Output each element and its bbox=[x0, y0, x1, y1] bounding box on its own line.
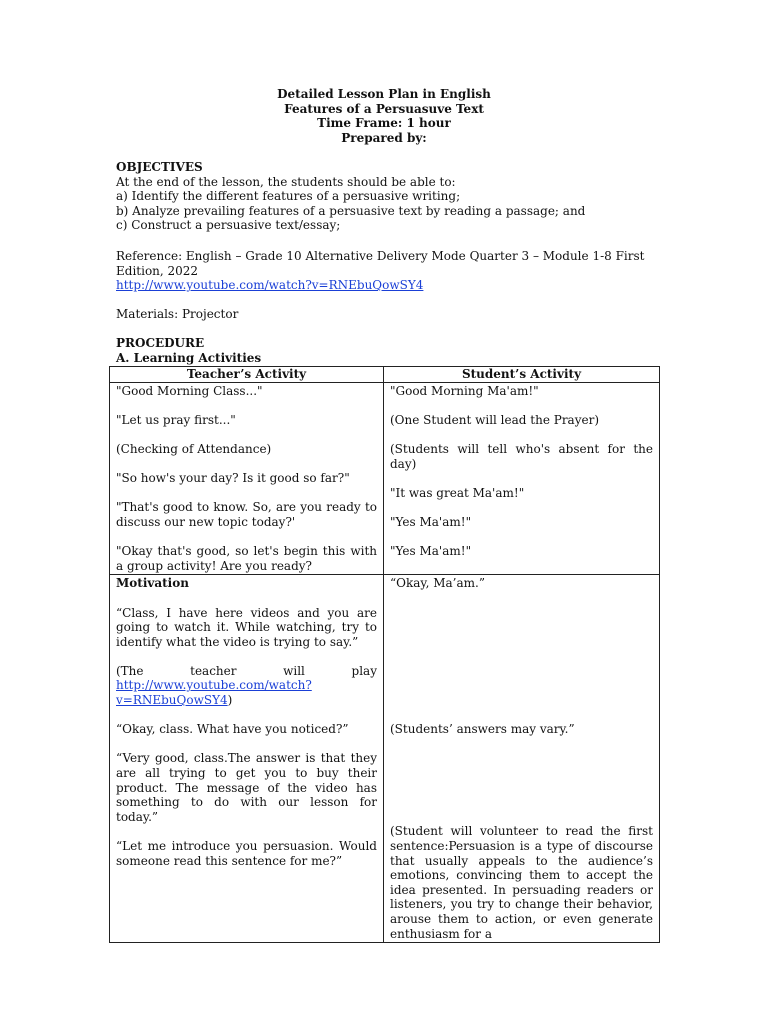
reference-section bbox=[116, 249, 656, 293]
lesson-topic: Features of a Persuasuve Text bbox=[284, 101, 484, 116]
student-line: "Yes Ma'am!" bbox=[390, 544, 472, 559]
student-line: (Students will tell who's absent for the day) bbox=[390, 441, 653, 471]
teacher-line: (Checking of Attendance) bbox=[116, 441, 272, 456]
student-cell bbox=[384, 575, 660, 943]
teacher-line: "Okay that's good, so let's begin this with a group activity! Are you ready? bbox=[116, 544, 377, 573]
teacher-play-instruction: (The teacher will play bbox=[116, 663, 377, 678]
student-line: (Student will volunteer to read the first sentence:Persuasion is a type of discourse that usually appeals to the audience’s emotions, convincing them to accept the idea presented. In persuading readers or listeners, you try to change their behavior, arouse them to action, or even generate enthusiasm for a bbox=[390, 824, 653, 941]
student-cell bbox=[384, 382, 660, 575]
document-title: Detailed Lesson Plan in English bbox=[277, 87, 491, 101]
objective-item: b) Analyze prevailing features of a persuasive text by reading a passage; and bbox=[116, 203, 586, 218]
procedure-heading: PROCEDURE bbox=[116, 336, 205, 350]
lesson-plan-header bbox=[0, 87, 768, 145]
teacher-line: “Okay, class. What have you noticed?” bbox=[116, 722, 349, 737]
prepared-by: Prepared by: bbox=[341, 130, 427, 145]
teacher-line: "Let us pray first..." bbox=[116, 412, 236, 427]
video-link[interactable]: http://www.youtube.com/watch? bbox=[116, 678, 312, 693]
reference-line: Reference: English – Grade 10 Alternative Delivery Mode Quarter 3 – Module 1-8 First bbox=[116, 249, 645, 263]
procedure-section bbox=[116, 336, 656, 365]
learning-activities-heading: A. Learning Activities bbox=[116, 350, 262, 365]
student-line: “Okay, Ma’am.” bbox=[390, 576, 485, 591]
table-header-row bbox=[110, 367, 660, 383]
materials-line: Materials: Projector bbox=[116, 307, 239, 321]
time-frame: Time Frame: 1 hour bbox=[317, 116, 451, 131]
teacher-line: "So how's your day? Is it good so far?" bbox=[116, 471, 350, 486]
teacher-line: “Let me introduce you persuasion. Would someone read this sentence for me?” bbox=[116, 839, 377, 868]
teacher-line: "Good Morning Class..." bbox=[116, 383, 263, 398]
teacher-line: "That's good to know. So, are you ready to discuss our new topic today?' bbox=[116, 500, 377, 529]
objectives-heading: OBJECTIVES bbox=[116, 160, 203, 174]
objective-item: a) Identify the different features of a persuasive writing; bbox=[116, 189, 461, 204]
learning-activities-table bbox=[109, 366, 660, 943]
student-activity-header: Student’s Activity bbox=[384, 367, 660, 383]
teacher-cell bbox=[110, 575, 384, 943]
student-line: (Students’ answers may vary.” bbox=[390, 722, 575, 737]
teacher-play-link: http://www.youtube.com/watch? v=RNEbuQowSY4) bbox=[116, 678, 312, 708]
student-line: (One Student will lead the Prayer) bbox=[390, 412, 600, 427]
student-line: "It was great Ma'am!" bbox=[390, 485, 525, 500]
student-line: "Yes Ma'am!" bbox=[390, 514, 472, 529]
student-line: "Good Morning Ma'am!" bbox=[390, 383, 539, 398]
reference-edition: Edition, 2022 bbox=[116, 263, 199, 278]
table-row bbox=[110, 575, 660, 943]
objectives-intro: At the end of the lesson, the students should be able to: bbox=[116, 174, 456, 189]
motivation-heading: Motivation bbox=[116, 576, 189, 591]
objectives-section bbox=[116, 160, 656, 233]
teacher-line: “Very good, class.The answer is that they are all trying to get you to buy their product. The message of the video has something to do with our lesson for today.” bbox=[116, 751, 377, 824]
reference-video-link[interactable]: http://www.youtube.com/watch?v=RNEbuQowSY4 bbox=[116, 278, 424, 293]
objective-item: c) Construct a persuasive text/essay; bbox=[116, 218, 341, 233]
teacher-activity-header: Teacher’s Activity bbox=[110, 367, 384, 383]
video-link-continued[interactable]: v=RNEbuQowSY4 bbox=[116, 693, 228, 708]
table-row bbox=[110, 382, 660, 575]
teacher-cell bbox=[110, 382, 384, 575]
teacher-line: “Class, I have here videos and you are going to watch it. While watching, try to identify what the video is trying to say.” bbox=[116, 605, 377, 649]
